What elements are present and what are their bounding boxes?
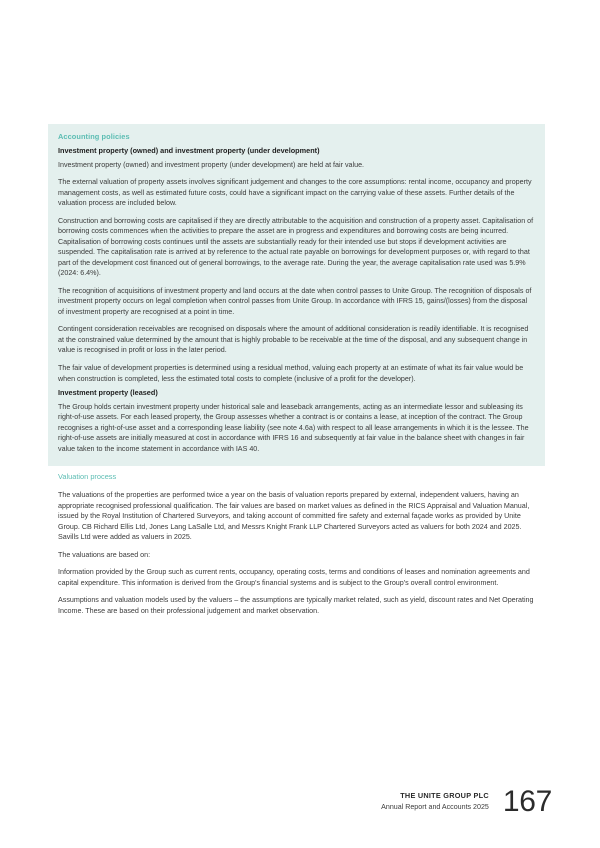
policy-paragraph-2: The external valuation of property assets involves significant judgement and changes to the core assumptions: rental income, occupancy and property management costs, as well as estimated future costs, could have a significant impact on the carrying value of these assets. Further details of the valuation process are included below.	[58, 178, 532, 208]
policy-paragraph-3: Construction and borrowing costs are capitalised if they are directly attributable to the acquisition and construction of a property asset. Capitalisation of borrowing costs commences when the activities to prepare the asset are in progress and expenditures and borrowing costs are being incurred. Capitalisation of borrowing costs continues until the assets are substantially ready for their intended use but stops if development activities are suspended. The capitalisation rate is arrived at by reference to the actual rate payable on borrowings for development purposes or, with regard to that part of the development cost financed out of general borrowings, to the average rate. During the year, the average capitalisation rate used was 5.9% (2024: 6.4%).	[58, 216, 534, 278]
policy-paragraph-7: The Group holds certain investment property under historical sale and leaseback arrangements, acting as an intermediate lessor and subleasing its right-of-use assets. For each leased property, the Group assesses whether a contract is or contains a lease, at inception of the contract. The Group recognises a right-of-use asset and a corresponding lease liability (see note 4.6a) with respect to all lease arrangements in which it is the lessee. The right-of-use assets are initially measured at cost in accordance with IFRS 16 and subsequently at fair value in the balance sheet with changes in fair value taken to the income statement in accordance with IAS 40.	[58, 402, 529, 453]
valuation-process-section	[58, 472, 536, 616]
footer-report-title: Annual Report and Accounts 2025	[381, 802, 489, 811]
accounting-policies-panel	[48, 124, 545, 466]
accounting-policies-kicker: Accounting policies	[58, 132, 130, 141]
valuation-process-kicker: Valuation process	[58, 472, 117, 481]
valuation-paragraph-2: The valuations are based on:	[58, 550, 151, 559]
page-footer	[381, 784, 552, 818]
page-number: 167	[502, 784, 552, 818]
footer-company-name: THE UNITE GROUP PLC	[400, 791, 489, 801]
policy-paragraph-4: The recognition of acquisitions of investment property and land occurs at the date when control passes to Unite Group. The recognition of disposals of investment property occurs on legal completion when control passes from Unite Group. In accordance with IFRS 15, gains/(losses) from the disposal of investment property are recognised at a point in time.	[58, 286, 532, 316]
valuation-paragraph-4: Assumptions and valuation models used by the valuers – the assumptions are typically market related, such as yield, discount rates and Net Operating Income. These are based on their professional judgement and market observation.	[58, 596, 534, 615]
heading-investment-property-leased: Investment property (leased)	[58, 388, 158, 398]
policy-paragraph-6: The fair value of development properties is determined using a residual method, valuing each property at an estimate of what its fair value would be when construction is completed, less the estimated total costs to complete (inclusive of a profit for the developer).	[58, 363, 524, 383]
heading-investment-property-owned: Investment property (owned) and investment property (under development)	[58, 146, 320, 156]
valuation-paragraph-1: The valuations of the properties are performed twice a year on the basis of valuation reports prepared by external, independent valuers, having an appropriate recognised professional qualification. The fair values are based on market values as defined in the RICS Appraisal and Valuation Manual, issued by the Royal Institution of Chartered Surveyors, and taking account of committed fire safety and external façade works as provided by Unite Group. CB Richard Ellis Ltd, Jones Lang LaSalle Ltd, and Messrs Knight Frank LLP Chartered Surveyors acted as valuers for both 2024 and 2025. Savills Ltd were added as valuers in 2025.	[58, 491, 530, 542]
footer-text-block	[381, 791, 489, 816]
policy-paragraph-1: Investment property (owned) and investment property (under development) are held at fair value.	[58, 160, 365, 169]
policy-paragraph-5: Contingent consideration receivables are recognised on disposals where the amount of additional consideration is readily identifiable. It is recognised at the constrained value determined by the amount that is highly probable to be receivable at the time of the disposal, and any subsequent change in value is recognised in profit or loss in the later period.	[58, 325, 529, 355]
valuation-paragraph-3: Information provided by the Group such as current rents, occupancy, operating costs, terms and conditions of leases and nomination agreements and capital expenditure. This information is derived from the Group's financial systems and is subject to the Group's overall control environment.	[58, 568, 530, 587]
